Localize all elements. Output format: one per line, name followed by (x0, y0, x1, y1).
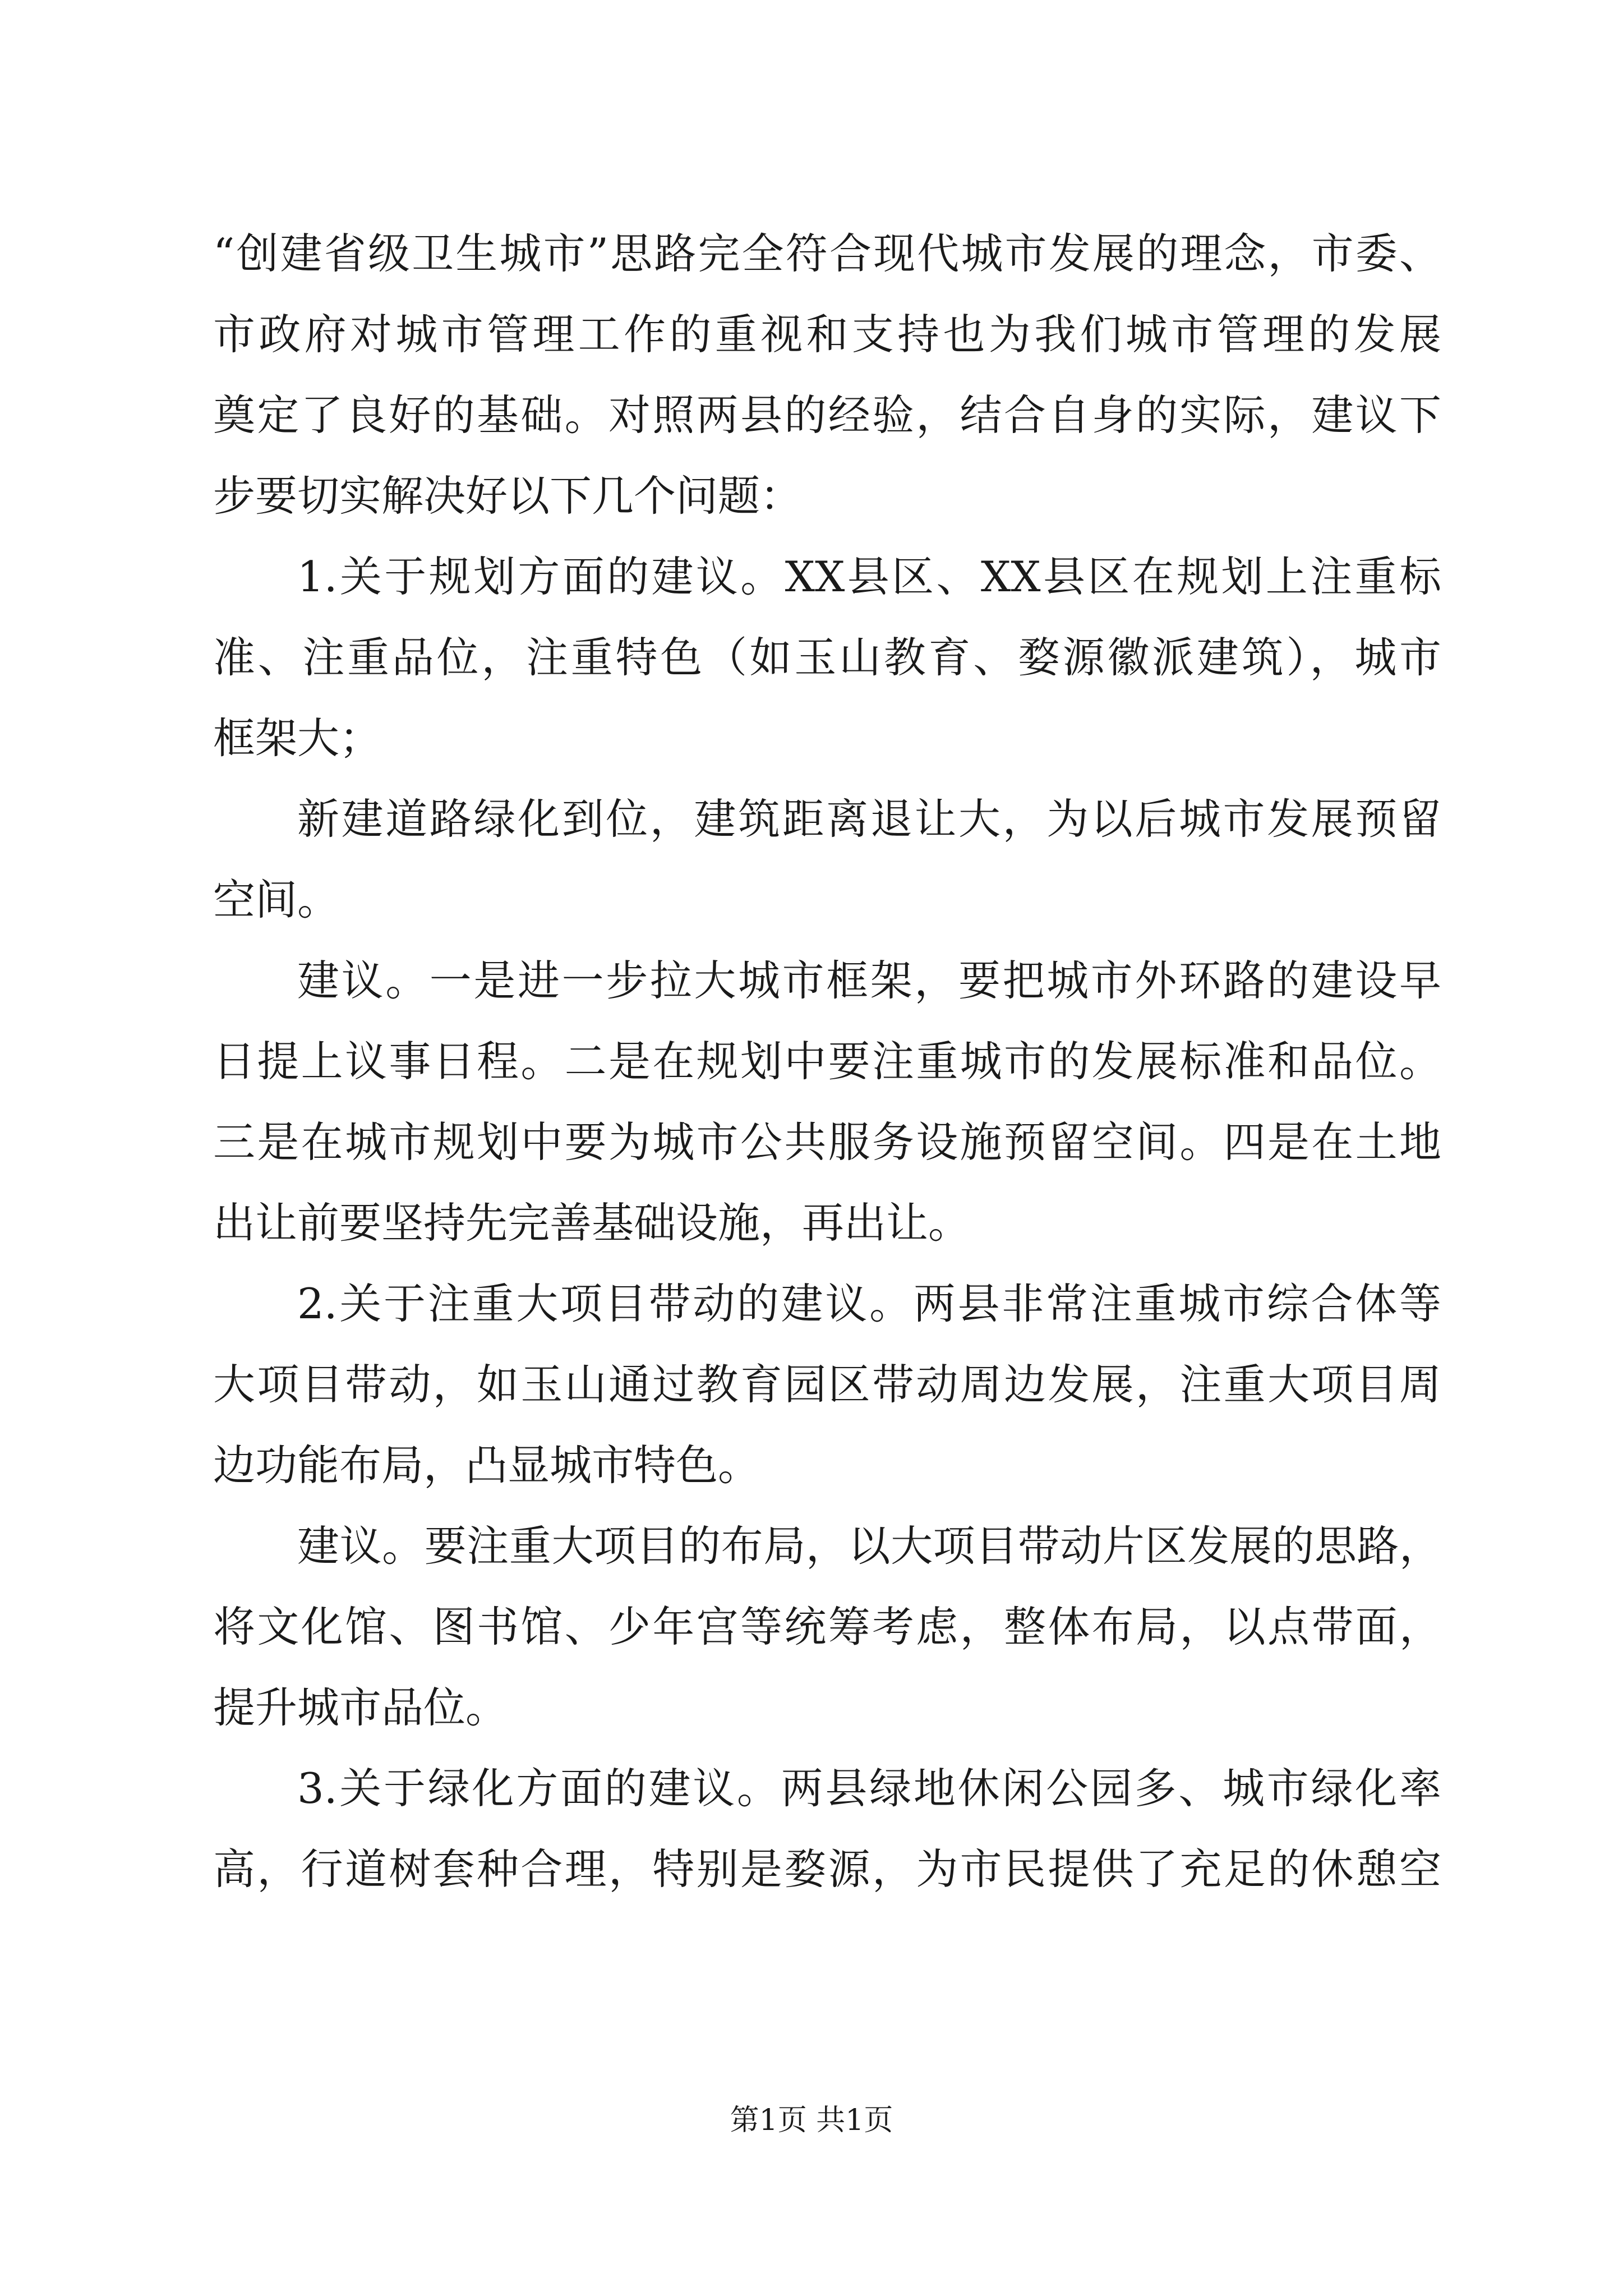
text-line: 市政府对城市管理工作的重视和支持也为我们城市管理的发展 (213, 310, 1441, 359)
text-line: 边功能布局，凸显城市特色。 (213, 1441, 760, 1490)
text-line: 新建道路绿化到位，建筑距离退让大，为以后城市发展预留 (297, 794, 1441, 844)
text-line: 1.关于规划方面的建议。XX县区、XX县区在规划上注重标 (297, 552, 1441, 601)
text-line: 准、注重品位，注重特色（如玉山教育、婺源徽派建筑），城市 (213, 633, 1441, 682)
text-line: 3.关于绿化方面的建议。两县绿地休闲公园多、城市绿化率 (297, 1764, 1441, 1813)
text-line: 建议。一是进一步拉大城市框架，要把城市外环路的建设早 (297, 956, 1441, 1005)
body-text (213, 213, 1441, 1910)
text-line: 日提上议事日程。二是在规划中要注重城市的发展标准和品位。 (213, 1037, 1441, 1086)
text-line: 2.关于注重大项目带动的建议。两县非常注重城市综合体等 (297, 1279, 1441, 1328)
text-line: 出让前要坚持先完善基础设施，再出让。 (213, 1198, 971, 1248)
text-line: 三是在城市规划中要为城市公共服务设施预留空间。四是在土地 (213, 1117, 1441, 1167)
text-line: 大项目带动，如玉山通过教育园区带动周边发展，注重大项目周 (213, 1360, 1441, 1409)
text-line: 奠定了良好的基础。对照两县的经验，结合自身的实际，建议下 (213, 390, 1441, 440)
text-line: 高，行道树套种合理，特别是婺源，为市民提供了充足的休憩空 (213, 1844, 1441, 1894)
text-line: 步要切实解决好以下几个问题： (213, 471, 803, 521)
page-footer: 第1页 共1页 (730, 2104, 893, 2137)
text-line: 提升城市品位。 (213, 1683, 508, 1732)
text-line: 框架大； (213, 714, 382, 763)
text-line: “创建省级卫生城市”思路完全符合现代城市发展的理念，市委、 (213, 229, 1441, 278)
text-line: 建议。要注重大项目的布局，以大项目带动片区发展的思路， (297, 1521, 1441, 1571)
text-line: 将文化馆、图书馆、少年宫等统筹考虑，整体布局，以点带面， (213, 1602, 1441, 1651)
text-line: 空间。 (213, 875, 340, 924)
